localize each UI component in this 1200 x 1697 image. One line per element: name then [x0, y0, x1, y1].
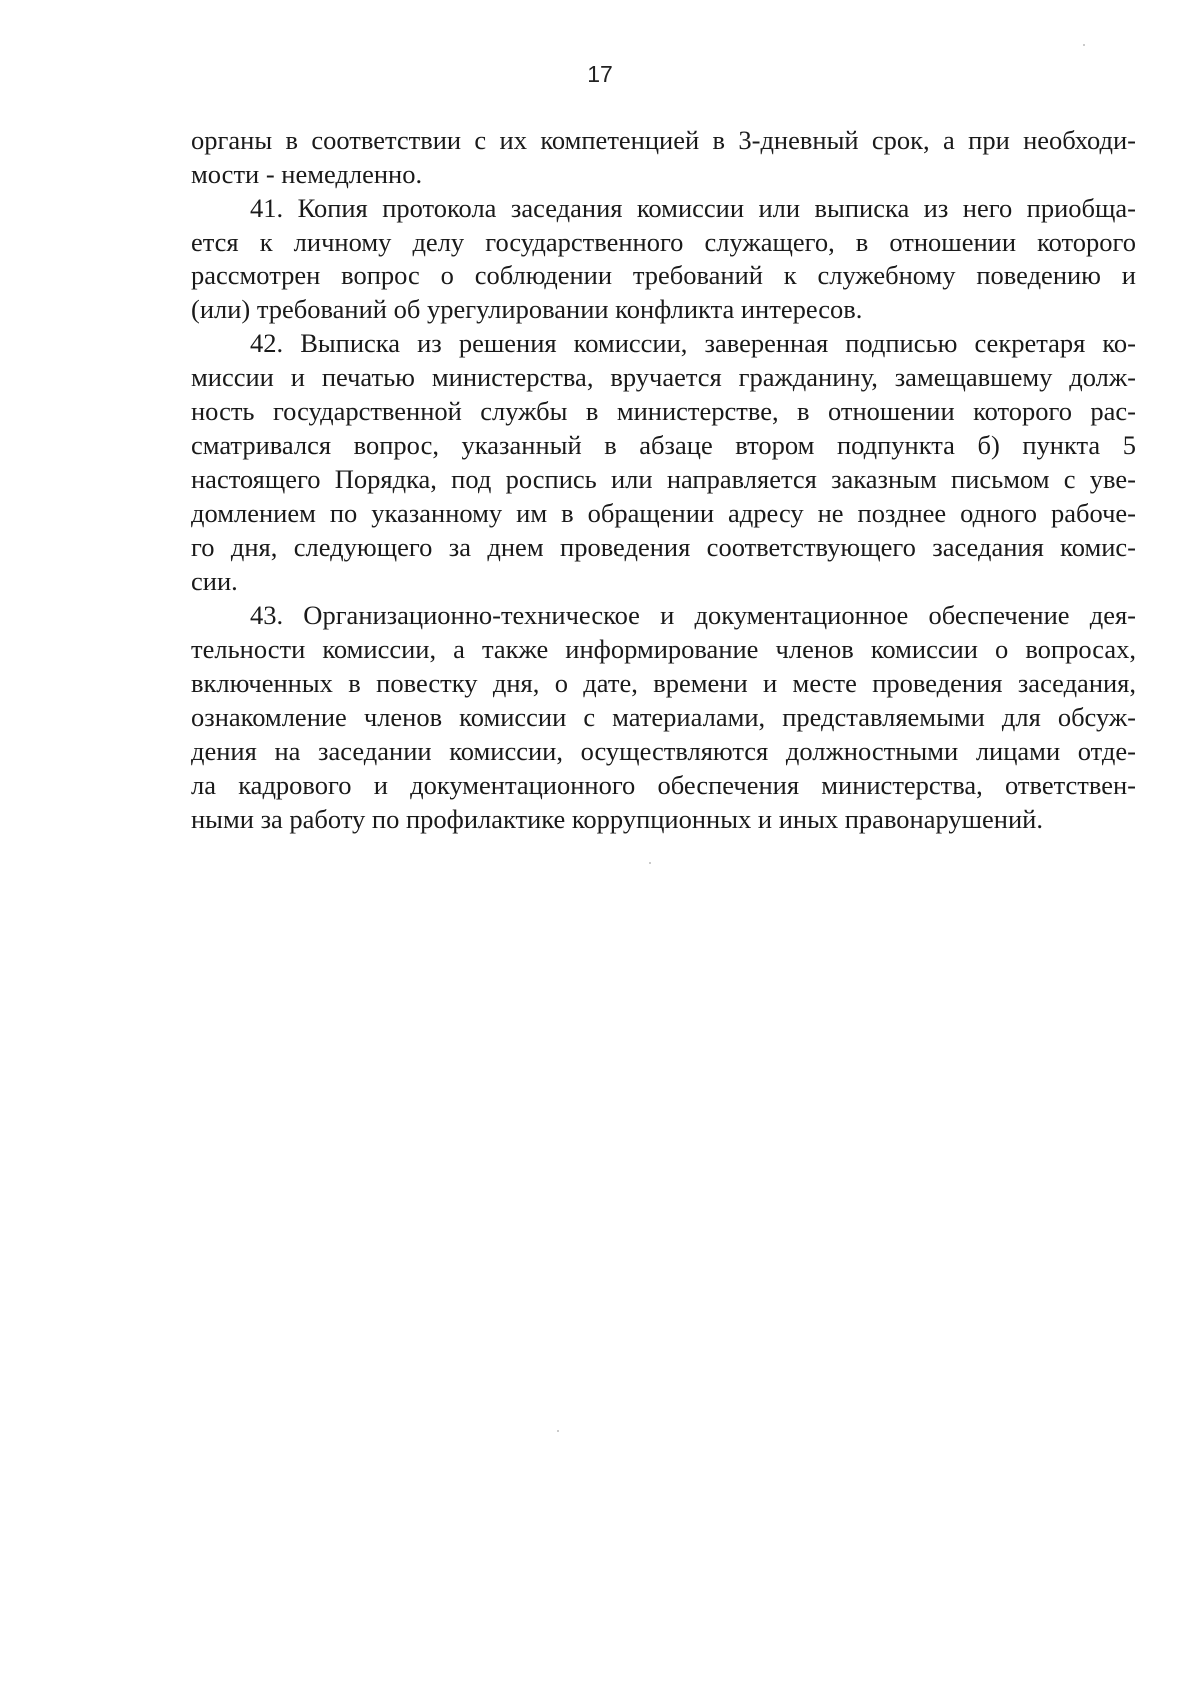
text-line: включенных в повестку дня, о дате, времени и месте проведения заседания, — [191, 668, 1136, 698]
scan-speck — [649, 862, 651, 864]
text-line: 42. Выписка из решения комиссии, заверенная подписью секретаря ко- — [250, 328, 1136, 358]
text-line: 43. Организационно-техническое и документационное обеспечение дея- — [250, 600, 1136, 630]
text-line: сии. — [191, 566, 238, 596]
scan-speck — [557, 1430, 559, 1432]
text-line: домлением по указанному им в обращении адресу не позднее одного рабоче- — [191, 498, 1136, 528]
text-line: ется к личному делу государственного служащего, в отношении которого — [191, 227, 1136, 257]
text-line: (или) требований об урегулировании конфликта интересов. — [191, 294, 863, 324]
text-line: дения на заседании комиссии, осуществляются должностными лицами отде- — [191, 736, 1136, 766]
text-line: мости - немедленно. — [191, 159, 423, 189]
text-line: настоящего Порядка, под роспись или направляется заказным письмом с уве- — [191, 464, 1136, 494]
text-line: рассмотрен вопрос о соблюдении требований к служебному поведению и — [191, 260, 1136, 290]
text-line: тельности комиссии, а также информирование членов комиссии о вопросах, — [191, 634, 1136, 664]
text-line: го дня, следующего за днем проведения соответствующего заседания комис- — [191, 532, 1136, 562]
text-line: ознакомление членов комиссии с материалами, представляемыми для обсуж- — [191, 702, 1136, 732]
text-line: органы в соответствии с их компетенцией в 3-дневный срок, а при необходи- — [191, 125, 1136, 155]
text-line: миссии и печатью министерства, вручается гражданину, замещавшему долж- — [191, 362, 1136, 392]
page-number: 17 — [587, 61, 613, 87]
text-line: ность государственной службы в министерстве, в отношении которого рас- — [191, 396, 1136, 426]
text-line: 41. Копия протокола заседания комиссии или выписка из него приобща- — [250, 193, 1136, 223]
scan-speck — [1083, 44, 1085, 46]
text-line: ла кадрового и документационного обеспечения министерства, ответствен- — [191, 770, 1136, 800]
text-line: ными за работу по профилактике коррупционных и иных правонарушений. — [191, 804, 1043, 834]
text-line: сматривался вопрос, указанный в абзаце втором подпункта б) пункта 5 — [191, 430, 1136, 460]
